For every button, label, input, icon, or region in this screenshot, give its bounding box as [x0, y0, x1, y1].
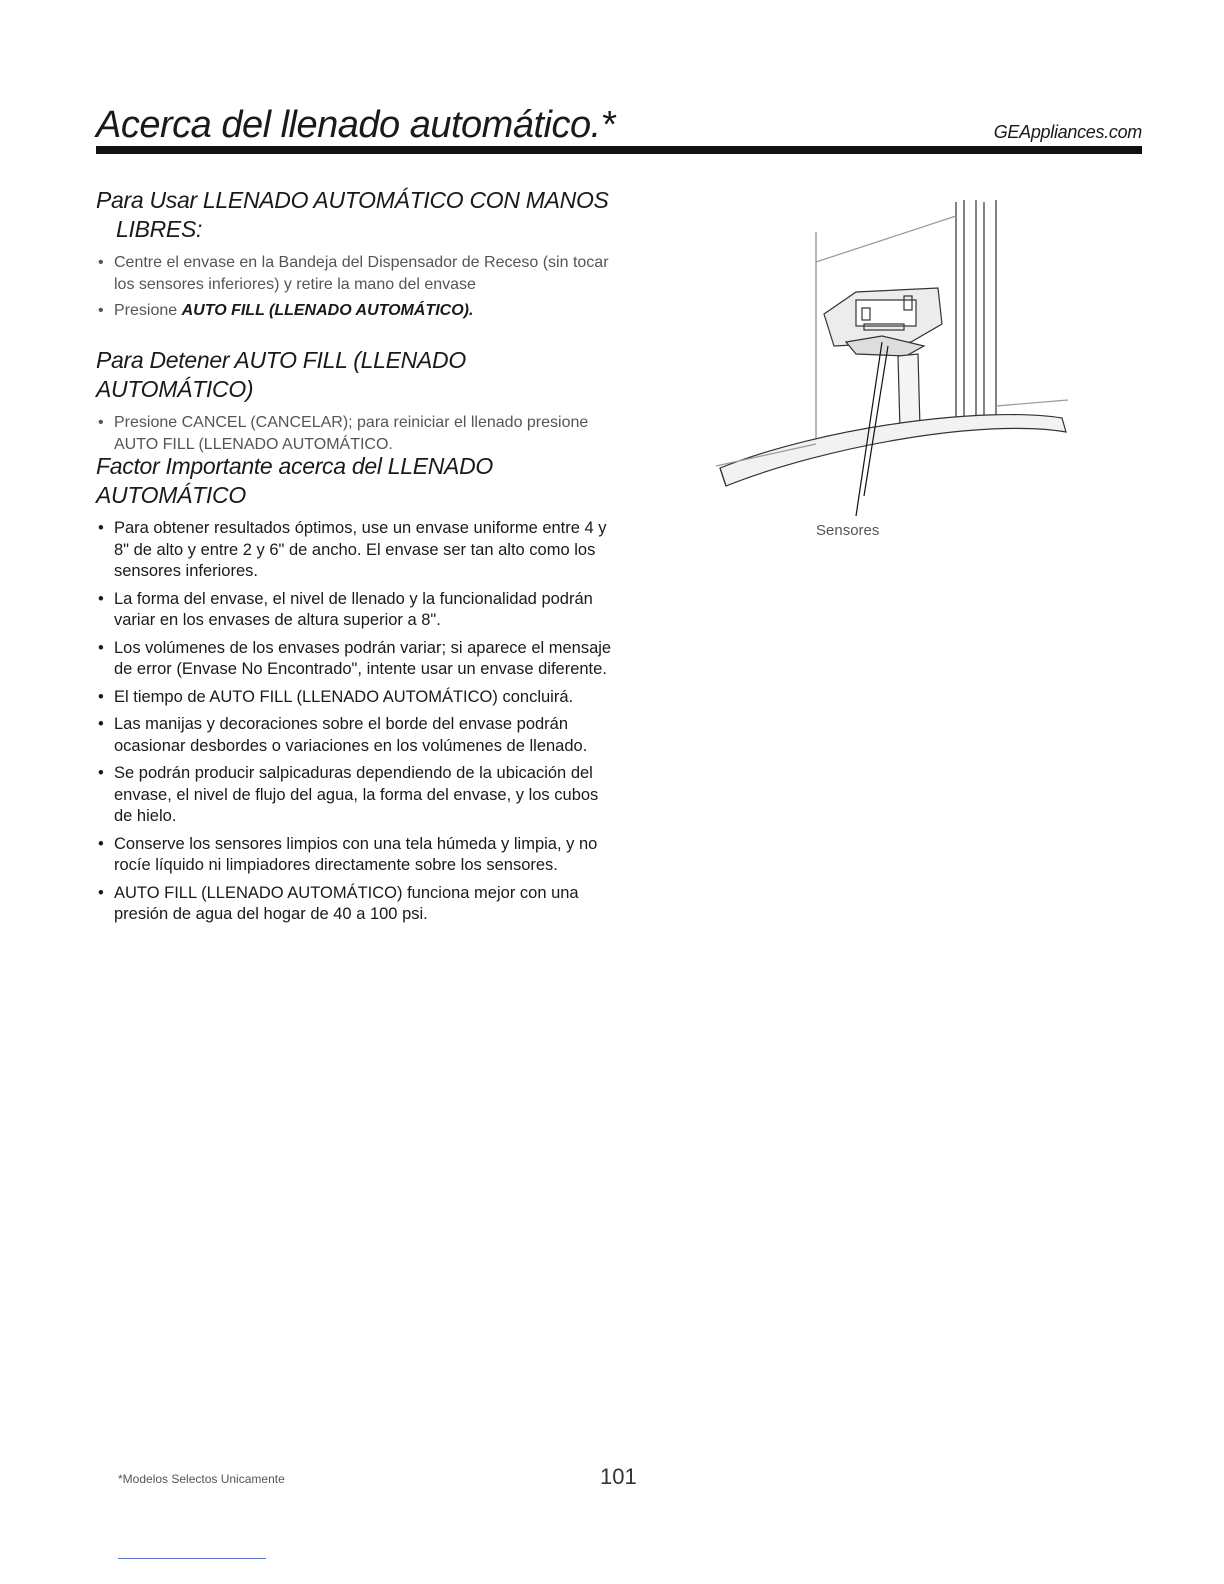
section-important-factors	[96, 452, 616, 932]
site-url: GEAppliances.com	[993, 122, 1142, 142]
sensor-leader-line	[864, 346, 888, 496]
item-prefix: Presione	[114, 302, 182, 319]
list-item: • La forma del envase, el nivel de llenado y la funcionalidad podrán variar en los envases de altura superior a 8".	[96, 589, 616, 632]
list-item: • El tiempo de AUTO FILL (LLENADO AUTOMÁTICO) concluirá.	[96, 687, 616, 709]
heading-line-2: LIBRES:	[116, 216, 203, 242]
footnote: *Modelos Selectos Unicamente	[118, 1472, 285, 1486]
footer-line	[118, 1558, 266, 1559]
list-item	[96, 300, 616, 322]
page-title: Acerca del llenado automático.*	[96, 104, 615, 146]
dispenser-paddle	[898, 354, 920, 430]
list-item: • Centre el envase en la Bandeja del Dispensador de Receso (sin tocar los sensores inferiores) y retire la mano del envase	[96, 252, 616, 296]
recess-top	[816, 216, 956, 262]
display-screen	[856, 300, 916, 326]
section-heading-factors: Factor Importante acerca del LLENADO AUTOMÁTICO	[96, 453, 493, 508]
list-item: • Conserve los sensores limpios con una tela húmeda y limpia, y no rocíe líquido ni limpiadores directamente sobre los sensores.	[96, 834, 616, 877]
section-heading-hands-free	[96, 186, 616, 244]
heading-line-1: Para Usar LLENADO AUTOMÁTICO CON MANOS	[96, 187, 609, 213]
list-item: • Las manijas y decoraciones sobre el borde del envase podrán ocasionar desbordes o variaciones en los volúmenes de llenado.	[96, 714, 616, 757]
section-hands-free	[96, 186, 616, 326]
list-item: • Para obtener resultados óptimos, use un envase uniforme entre 4 y 8" de alto y entre 2 y 6" de ancho. El envase ser tan alto como los sensores inferiores.	[96, 518, 616, 583]
item-emphasis: AUTO FILL (LLENADO AUTOMÁTICO).	[181, 302, 474, 319]
bullet-list	[96, 518, 616, 926]
section-heading-stop: Para Detener AUTO FILL (LLENADO AUTOMÁTICO)	[96, 347, 466, 402]
page-number: 101	[600, 1464, 637, 1489]
list-item: • Se podrán producir salpicaduras dependiendo de la ubicación del envase, el nivel de flujo del agua, la forma del envase, y los cubos de hielo.	[96, 763, 616, 828]
section-stop-autofill	[96, 346, 616, 460]
list-item: • Presione CANCEL (CANCELAR); para reiniciar el llenado presione AUTO FILL (LLENADO AUTOMÁTICO.	[96, 412, 616, 456]
figure-caption: Sensores	[816, 522, 880, 539]
dispenser-illustration	[706, 196, 1076, 556]
list-item: • Los volúmenes de los envases podrán variar; si aparece el mensaje de error (Envase No Encontrado", intente usar un envase diferente.	[96, 638, 616, 681]
tray-line	[996, 400, 1068, 406]
bullet-list	[96, 412, 616, 456]
tray	[720, 415, 1066, 486]
list-item: • AUTO FILL (LLENADO AUTOMÁTICO) funciona mejor con una presión de agua del hogar de 40 a 100 psi.	[96, 883, 616, 926]
bullet-list	[96, 252, 616, 322]
header-rule	[96, 146, 1142, 154]
